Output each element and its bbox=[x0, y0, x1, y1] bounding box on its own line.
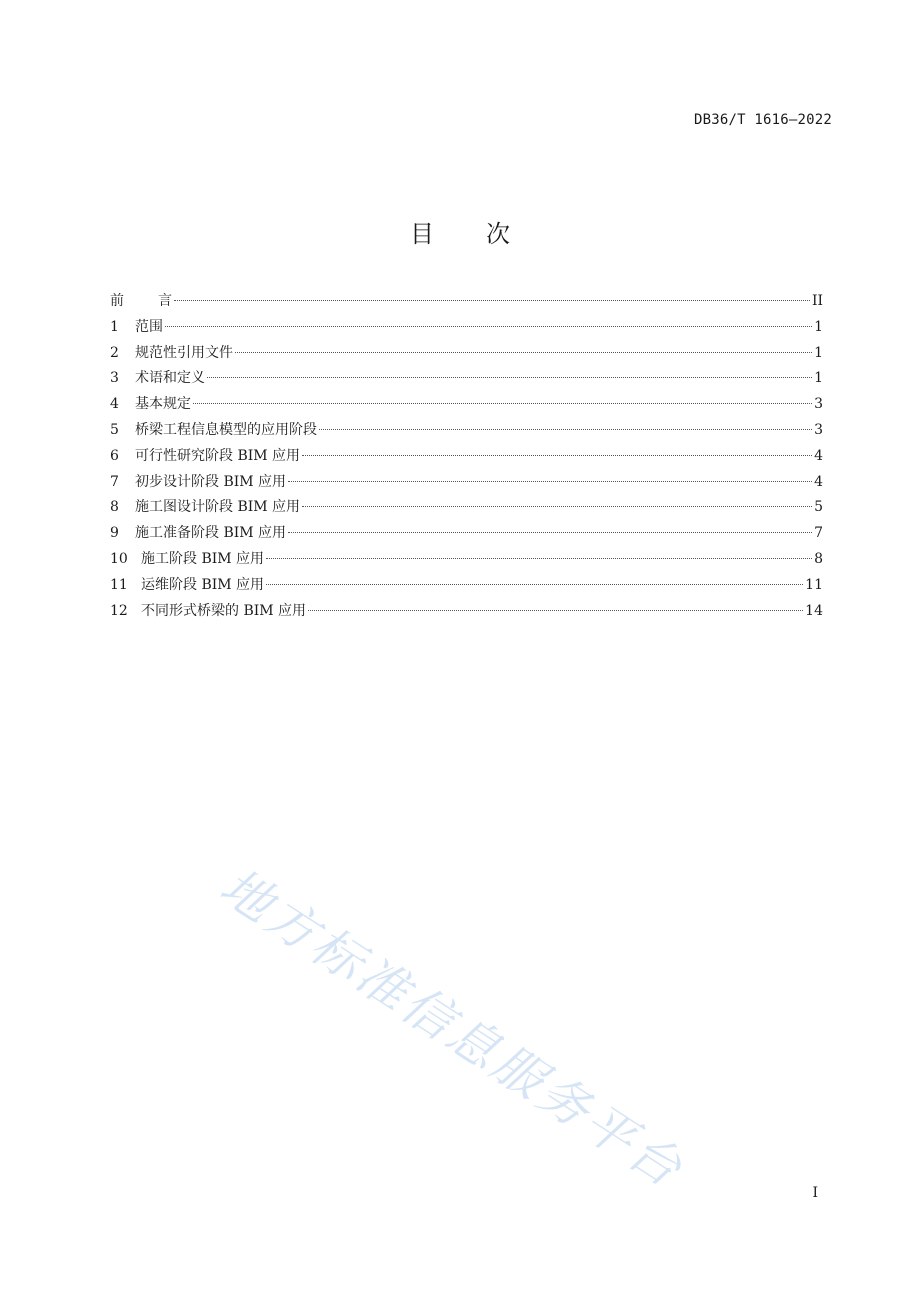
toc-entry-number: 8 bbox=[110, 499, 119, 516]
toc-entry[interactable] bbox=[110, 599, 823, 625]
toc-entry[interactable] bbox=[110, 315, 823, 341]
toc-entry-page: 4 bbox=[814, 447, 823, 464]
standard-code: DB36/T 1616—2022 bbox=[693, 112, 832, 128]
toc-dot-leader bbox=[235, 352, 812, 353]
toc-entry-page: 8 bbox=[814, 550, 823, 567]
toc-title-char: 目 bbox=[410, 220, 434, 248]
toc-dot-leader bbox=[207, 377, 812, 378]
toc-entry-number: 10 bbox=[110, 550, 128, 567]
table-of-contents bbox=[110, 289, 823, 624]
toc-dot-leader bbox=[319, 429, 812, 430]
toc-entry-title: 不同形式桥梁的 BIM 应用 bbox=[141, 602, 307, 619]
toc-entry-page: 3 bbox=[814, 421, 823, 438]
toc-entry-title: 施工阶段 BIM 应用 bbox=[141, 550, 265, 567]
toc-entry-number: 12 bbox=[110, 602, 128, 619]
toc-entry[interactable] bbox=[110, 366, 823, 392]
toc-entry-number: 6 bbox=[110, 447, 119, 464]
toc-title-char: 次 bbox=[486, 220, 510, 248]
toc-entry-title: 施工准备阶段 BIM 应用 bbox=[135, 525, 287, 542]
toc-entry-page: 1 bbox=[814, 344, 823, 361]
toc-entry-number: 5 bbox=[110, 421, 119, 438]
toc-entry[interactable] bbox=[110, 573, 823, 599]
toc-entry-title: 桥梁工程信息模型的应用阶段 bbox=[135, 421, 317, 438]
toc-entry-page: 7 bbox=[814, 525, 823, 542]
toc-dot-leader bbox=[165, 326, 812, 327]
toc-entry-title: 术语和定义 bbox=[135, 370, 205, 387]
toc-entry[interactable] bbox=[110, 289, 823, 315]
toc-entry-number: 9 bbox=[110, 525, 119, 542]
toc-entry[interactable] bbox=[110, 444, 823, 470]
toc-entry[interactable] bbox=[110, 470, 823, 496]
toc-dot-leader bbox=[308, 610, 803, 611]
toc-dot-leader bbox=[288, 481, 812, 482]
toc-entry-title: 范围 bbox=[135, 318, 163, 335]
toc-entry-page: 3 bbox=[814, 396, 823, 413]
toc-entry-number: 4 bbox=[110, 396, 119, 413]
toc-entry[interactable] bbox=[110, 418, 823, 444]
toc-entry-title: 前言 bbox=[110, 293, 206, 309]
toc-entry-page: II bbox=[811, 293, 823, 309]
toc-entry-number: 1 bbox=[110, 318, 119, 335]
toc-title bbox=[0, 214, 920, 249]
toc-entry-title: 施工图设计阶段 BIM 应用 bbox=[135, 499, 301, 516]
toc-entry-number: 3 bbox=[110, 370, 119, 387]
toc-dot-leader bbox=[266, 558, 812, 559]
toc-entry-title: 基本规定 bbox=[135, 396, 191, 413]
toc-dot-leader bbox=[193, 403, 812, 404]
toc-dot-leader bbox=[174, 300, 810, 301]
toc-entry-page: 1 bbox=[814, 318, 823, 335]
toc-entry[interactable] bbox=[110, 547, 823, 573]
toc-entry[interactable] bbox=[110, 521, 823, 547]
toc-entry[interactable] bbox=[110, 341, 823, 367]
toc-entry-title: 规范性引用文件 bbox=[135, 344, 233, 361]
toc-entry-number: 11 bbox=[110, 576, 128, 593]
toc-entry-page: 5 bbox=[814, 499, 823, 516]
toc-entry-title: 初步设计阶段 BIM 应用 bbox=[135, 473, 287, 490]
page-number: I bbox=[812, 1185, 818, 1201]
toc-entry-title: 运维阶段 BIM 应用 bbox=[141, 576, 265, 593]
toc-entry[interactable] bbox=[110, 495, 823, 521]
toc-entry[interactable] bbox=[110, 392, 823, 418]
toc-dot-leader bbox=[266, 584, 803, 585]
toc-entry-page: 14 bbox=[805, 602, 823, 619]
toc-dot-leader bbox=[288, 532, 812, 533]
toc-entry-page: 4 bbox=[814, 473, 823, 490]
toc-dot-leader bbox=[302, 506, 812, 507]
toc-entry-page: 1 bbox=[814, 370, 823, 387]
toc-dot-leader bbox=[302, 455, 812, 456]
toc-entry-number: 7 bbox=[110, 473, 119, 490]
watermark: 地方标准信息服务平台 bbox=[210, 857, 695, 1200]
toc-entry-page: 11 bbox=[805, 576, 823, 593]
toc-entry-title: 可行性研究阶段 BIM 应用 bbox=[135, 447, 301, 464]
toc-entry-number: 2 bbox=[110, 344, 119, 361]
